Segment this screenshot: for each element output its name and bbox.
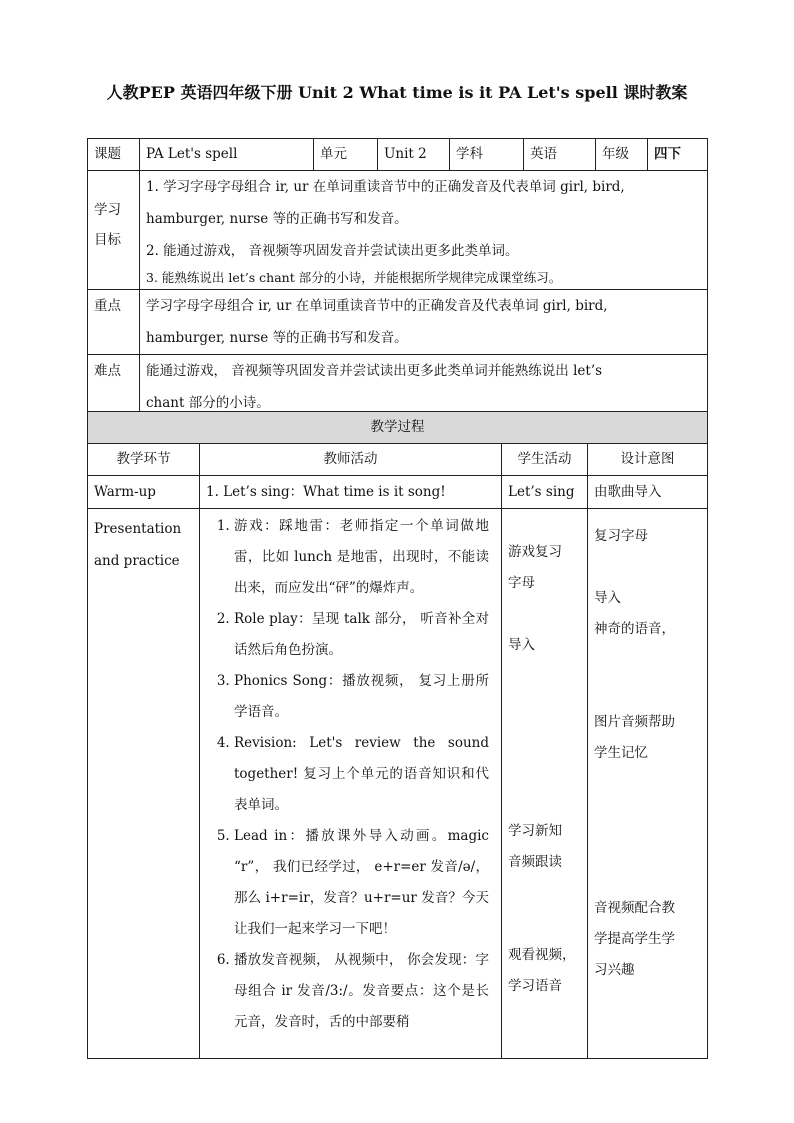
student-line: 字母 — [508, 575, 535, 591]
student-line: 观看视频， — [508, 947, 576, 963]
document-title: 人教PEP 英语四年级下册 Unit 2 What time is it PA Let's spell 课时教案 — [106, 83, 688, 102]
design-line — [594, 676, 701, 707]
key-points-label: 重点 — [88, 290, 140, 355]
objectives-label-text: 学习目标 — [94, 202, 121, 248]
objective-3: 3. 能熟练说出 let’s chant 部分的小诗，并能根据所学规律完成课堂练习。 — [146, 270, 562, 285]
difficulties-content — [140, 355, 708, 420]
process-header-row — [88, 444, 708, 476]
design-line: 神奇的语音， — [594, 621, 675, 637]
student-line — [508, 878, 581, 909]
teacher-step-6: 6. 播放发音视频， 从视频中， 你会发现：字母组合 ir 发音/3:/。发音要点：这个是长元音，发音时，舌的中部要稍 — [234, 945, 489, 1038]
design-line: 音视频配合教 — [594, 900, 675, 916]
difficulties-line-1: 能通过游戏， 音视频等巩固发音并尝试读出更多此类单词并能熟练说出 let’s — [146, 363, 603, 379]
info-row — [88, 139, 708, 171]
design-line — [594, 862, 701, 893]
student-line: 音频跟读 — [508, 854, 562, 870]
teacher-step-2: 2. Role play：呈现 talk 部分， 听音补全对话然后角色扮演。 — [234, 604, 489, 666]
student-line: 学习语音 — [508, 978, 562, 994]
teacher-steps-list — [206, 511, 495, 1038]
student-line — [508, 723, 581, 754]
teacher-step-1: 1. 游戏：踩地雷：老师指定一个单词做地雷，比如 lunch 是地雷，出现时，不能读出来，而应发出“砰”的爆炸声。 — [234, 511, 489, 604]
grade-label: 年级 — [596, 139, 648, 171]
grade-value: 四下 — [648, 139, 708, 171]
design-line: 学生记忆 — [594, 745, 648, 761]
difficulties-label: 难点 — [88, 355, 140, 420]
warmup-row — [88, 476, 708, 509]
presentation-stage-line-1: Presentation — [94, 521, 182, 537]
col-stage-header: 教学环节 — [88, 444, 200, 476]
objective-1-line-1: 1. 学习字母字母组合 ir, ur 在单词重读音节中的正确发音及代表单词 girl, bird, — [146, 179, 625, 195]
teacher-step-4: 4. Revision: Let's review the sound together! 复习上个单元的语音知识和代表单词。 — [234, 728, 489, 821]
subject-value: 英语 — [524, 139, 596, 171]
process-heading: 教学过程 — [88, 412, 708, 444]
design-line: 学提高学生学 — [594, 931, 675, 947]
difficulties-line-2: chant 部分的小诗。 — [146, 395, 270, 411]
design-line: 习兴趣 — [594, 962, 635, 978]
presentation-stage — [88, 509, 200, 1059]
design-line: 复习字母 — [594, 528, 648, 544]
warmup-stage: Warm-up — [88, 476, 200, 509]
col-design-header: 设计意图 — [588, 444, 708, 476]
key-points-line-2: hamburger, nurse 等的正确书写和发音。 — [146, 330, 408, 346]
objectives-row — [88, 171, 708, 290]
key-points-content — [140, 290, 708, 355]
warmup-student: Let’s sing — [502, 476, 588, 509]
student-line — [508, 754, 581, 785]
difficulties-row — [88, 355, 708, 420]
unit-label: 单元 — [314, 139, 378, 171]
student-line: 导入 — [508, 637, 535, 653]
design-line: 图片音频帮助 — [594, 714, 675, 730]
student-line — [508, 785, 581, 816]
key-points-line-1: 学习字母字母组合 ir, ur 在单词重读音节中的正确发音及代表单词 girl, bird, — [146, 298, 608, 314]
design-line — [594, 645, 701, 676]
lesson-info-table — [87, 138, 708, 420]
presentation-stage-line-2: and practice — [94, 553, 180, 569]
topic-value: PA Let's spell — [140, 139, 314, 171]
warmup-design: 由歌曲导入 — [588, 476, 708, 509]
design-line: 导入 — [594, 590, 621, 606]
subject-label: 学科 — [450, 139, 524, 171]
student-line — [508, 909, 581, 940]
process-heading-row — [88, 412, 708, 444]
student-line: 游戏复习 — [508, 544, 562, 560]
design-line — [594, 800, 701, 831]
design-line — [594, 769, 701, 800]
objective-2: 2. 能通过游戏， 音视频等巩固发音并尝试读出更多此类单词。 — [146, 243, 519, 259]
student-line — [508, 692, 581, 723]
presentation-design — [588, 509, 708, 1059]
col-teacher-header: 教师活动 — [200, 444, 502, 476]
objective-1-line-2: hamburger, nurse 等的正确书写和发音。 — [146, 211, 408, 227]
col-student-header: 学生活动 — [502, 444, 588, 476]
objectives-content — [140, 171, 708, 290]
key-points-row — [88, 290, 708, 355]
presentation-student — [502, 509, 588, 1059]
design-line — [594, 831, 701, 862]
unit-value: Unit 2 — [378, 139, 450, 171]
student-line: 学习新知 — [508, 823, 562, 839]
objectives-label — [88, 171, 140, 290]
teacher-step-3: 3. Phonics Song：播放视频， 复习上册所学语音。 — [234, 666, 489, 728]
presentation-teacher — [200, 509, 502, 1059]
warmup-teacher: 1. Let’s sing：What time is it song! — [200, 476, 502, 509]
student-line — [508, 599, 581, 630]
teaching-process-table — [87, 411, 708, 1059]
presentation-row — [88, 509, 708, 1059]
student-line — [508, 661, 581, 692]
topic-label: 课题 — [88, 139, 140, 171]
design-line — [594, 552, 701, 583]
teacher-step-5: 5. Lead in：播放课外导入动画。magic “r”， 我们已经学过， e+r=er 发音/ə/， 那么 i+r=ir，发音？u+r=ur 发音？今天让我们一起来学习一下吧！ — [234, 821, 489, 945]
